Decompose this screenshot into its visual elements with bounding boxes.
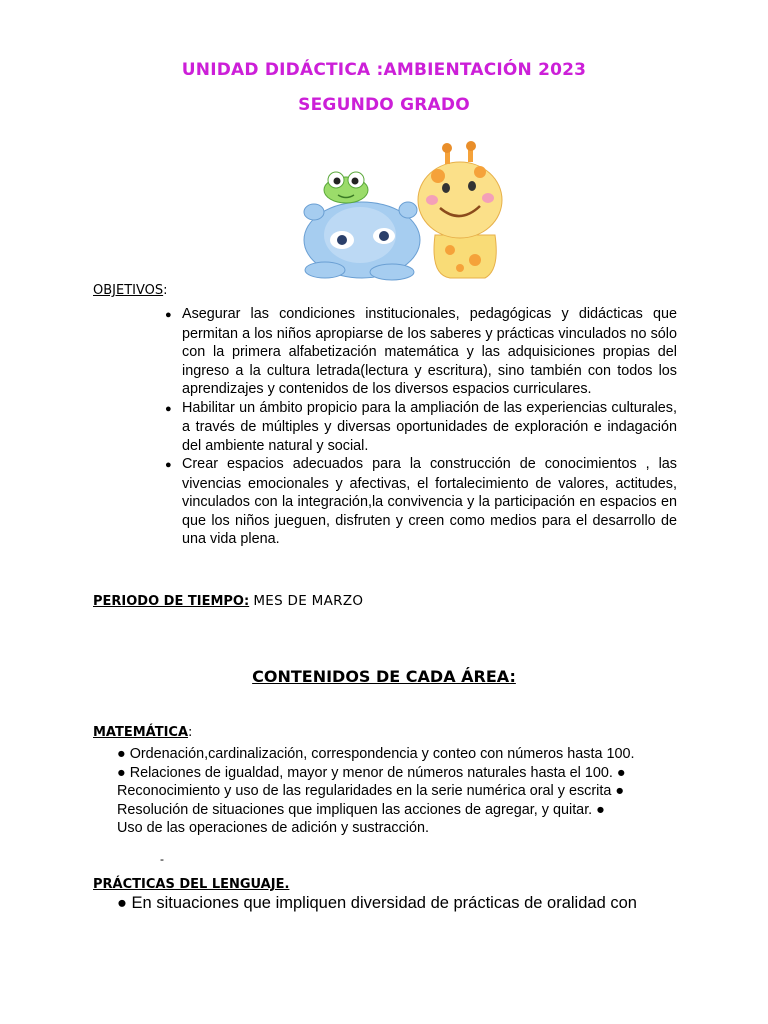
matematica-colon: : xyxy=(188,725,193,740)
periodo-label: PERIODO DE TIEMPO: xyxy=(93,594,250,609)
list-item: ● Asegurar las condiciones institucionales, pedagógicas y didácticas que permitan a los niños apropiarse de los saberes y prácticas vinculados no sólo con la primera alfabetización matemática y las adquisiciones propias del ingreso a la cultura letrada(lectura y escritura), sino también con todos los aprendizajes y contenidos de los diversos espacios curriculares. xyxy=(165,305,677,399)
matematica-line: Resolución de situaciones que impliquen las acciones de agregar, y quitar. ● xyxy=(117,801,605,818)
frog-figure xyxy=(324,172,368,203)
matematica-label xyxy=(93,725,192,740)
periodo-value: MES DE MARZO xyxy=(253,593,364,609)
matematica-line: Reconocimiento y uso de las regularidades en la serie numérica oral y escrita ● xyxy=(117,783,625,799)
matematica-content xyxy=(117,745,677,838)
document-subtitle: SEGUNDO GRADO xyxy=(298,95,470,115)
hippo-figure xyxy=(304,202,420,280)
periodo xyxy=(93,593,363,609)
practicas-label: PRÁCTICAS DEL LENGUAJE. xyxy=(93,877,290,892)
giraffe-figure xyxy=(418,141,502,278)
list-item: ● Crear espacios adecuados para la construcción de conocimientos , las vivencias emocionales y afectivas, el fortalecimiento de valores, actitudes, vinculados con la integración,la convivencia y la participación en espacios en que los niños jueguen, disfruten y creen como medios para el desarrollo de una vida plena. xyxy=(165,455,677,549)
list-item: ● Habilitar un ámbito propicio para la ampliación de las experiencias culturales, a través de múltiples y diversas oportunidades de exploración e indagación del ambiente natural y social. xyxy=(165,399,677,456)
matematica-line: Uso de las operaciones de adición y sustracción. xyxy=(117,820,429,836)
contenidos-title: CONTENIDOS DE CADA ÁREA: xyxy=(252,667,516,686)
matematica-line: ● Relaciones de igualdad, mayor y menor de números naturales hasta el 100. ● xyxy=(117,764,626,781)
matematica-label-text: MATEMÁTICA xyxy=(93,725,189,740)
objetivos-colon: : xyxy=(163,283,168,298)
objetivos-list xyxy=(165,305,677,549)
practicas-first-line: ● En situaciones que impliquen diversidad de prácticas de oralidad con xyxy=(117,894,637,912)
document-title: UNIDAD DIDÁCTICA :AMBIENTACIÓN 2023 xyxy=(181,60,587,80)
hippo-frog-giraffe-illustration xyxy=(300,140,510,285)
dash-mark: - xyxy=(160,852,164,866)
objetivos-label xyxy=(93,283,168,298)
objetivos-label-text: OBJETIVOS xyxy=(93,283,164,298)
matematica-line: ● Ordenación,cardinalización, correspondencia y conteo con números hasta 100. xyxy=(117,746,635,762)
